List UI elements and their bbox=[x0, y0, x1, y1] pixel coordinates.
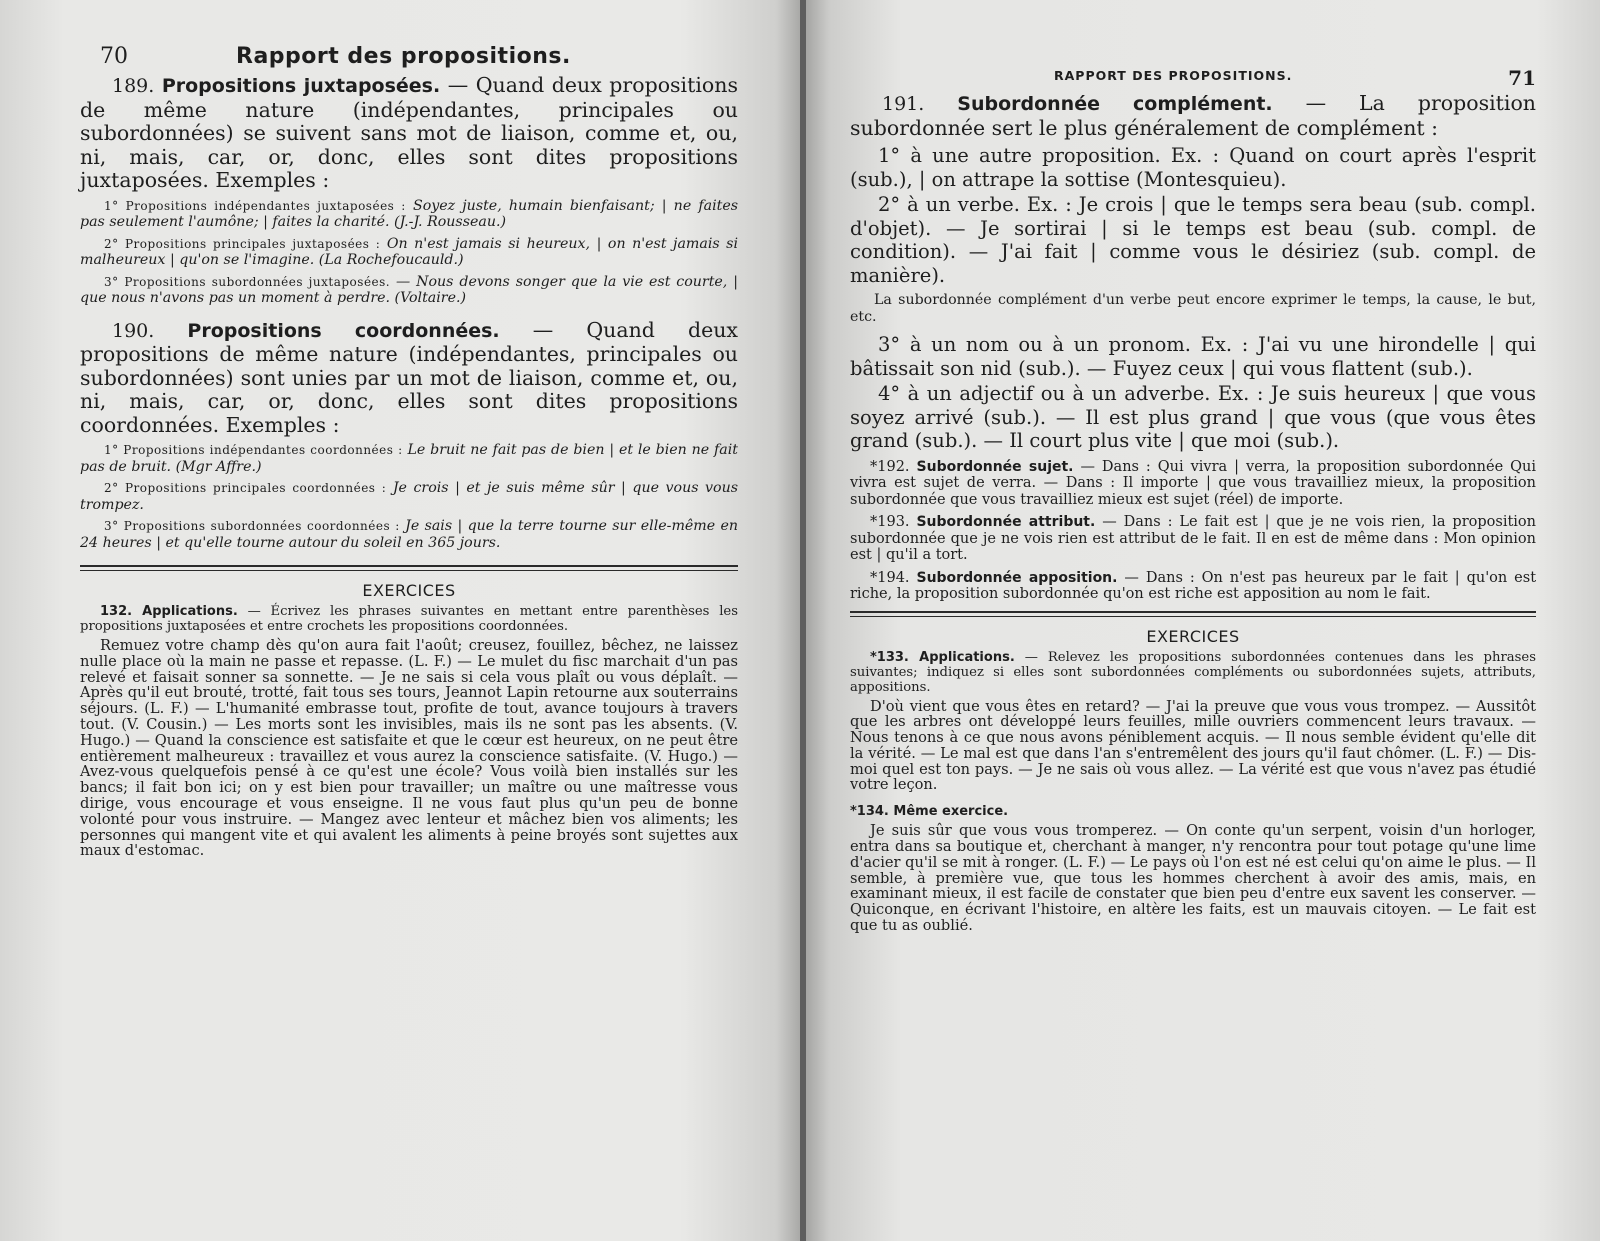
section-193 bbox=[850, 514, 1536, 564]
example-text: Je crois | et je suis même sûr | que vous vous trompez. bbox=[80, 480, 738, 513]
section-body: — Quand deux propositions de même nature (indépendantes, principales ou subordonnées) sont unies par un mot de liaison, comme et, ou, ni, mais, car, or, donc, elles sont dites propositions coordonnées. Exemples : bbox=[80, 317, 738, 437]
section-number: *192. bbox=[870, 458, 910, 475]
section-title: Propositions juxtaposées. bbox=[161, 75, 441, 97]
section-191-item-3: 3° à un nom ou à un pronom. Ex. : J'ai vu une hirondelle | qui bâtissait son nid (sub.). — Fuyez ceux | qui vous flattent (sub.). bbox=[850, 333, 1536, 380]
section-number: *193. bbox=[870, 514, 910, 530]
section-text: — Dans : Qui vivra | verra, la proposition subordonnée Qui vivra est sujet de verra. — Dans : Il importe | que vous travailliez mieux, la proposition subordonnée que vous travailliez mieux est sujet (réel) de importe. bbox=[850, 458, 1537, 508]
section-title: Propositions coordonnées. bbox=[187, 319, 500, 342]
section-190 bbox=[80, 319, 738, 438]
example-label: 1° Propositions indépendantes juxtaposées : bbox=[104, 198, 406, 213]
section-number: *194. bbox=[870, 569, 910, 586]
section-191 bbox=[850, 92, 1536, 140]
exercise-label: *133. Applications. bbox=[870, 649, 1015, 665]
exercise-label: *134. Même exercice. bbox=[850, 804, 1009, 820]
running-title: RAPPORT DES PROPOSITIONS. bbox=[1054, 68, 1293, 83]
section-189 bbox=[80, 74, 738, 193]
exercise-134-text: Je suis sûr que vous vous tromperez. — On conte qu'un serpent, voisin d'un horloger, entra dans sa boutique et, cherchant à manger, n'y rencontra pour tout potage qu'une lime d'acier qu'il se mit à ronger. (L. F.) — Le pays où l'on est né est celui qu'on aime le plus. — Il semble, à première vue, que tous les hommes cherchent à avoir des amis, mais, en examinant mieux, il est facile de constater que bien peu d'entre eux savent les conserver. — Quiconque, en écrivant l'histoire, en altère les faits, est un mauvais citoyen. — Le fait est que tu as oublié. bbox=[850, 822, 1536, 935]
section-number: 189. bbox=[112, 75, 155, 97]
example-190-3 bbox=[80, 518, 738, 551]
example-label: 3° Propositions subordonnées coordonnées : bbox=[104, 519, 400, 533]
left-header bbox=[80, 34, 738, 74]
section-text: — Dans : On n'est pas heureux par le fait | qu'on est riche, la proposition subordonnée qu'on est riche est apposition au nom le fait. bbox=[850, 569, 1537, 602]
example-text: Le bruit ne fait pas de bien | et le bien ne fait pas de bruit. (Mgr Affre.) bbox=[80, 442, 738, 475]
page-number: 70 bbox=[100, 44, 128, 69]
section-title: Subordonnée attribut. bbox=[916, 514, 1096, 530]
exercise-label: 132. Applications. bbox=[100, 604, 238, 619]
running-title: Rapport des propositions. bbox=[236, 44, 571, 69]
section-191-item-4: 4° à un adjectif ou à un adverbe. Ex. : Je suis heureux | que vous soyez arrivé (sub.). — Il est plus grand | que vous (que vous êtes grand (sub.). — Il court plus vite | que moi (sub.). bbox=[850, 382, 1536, 452]
section-body: — La proposition subordonnée sert le plus généralement de complément : bbox=[850, 91, 1536, 140]
example-189-2 bbox=[80, 236, 738, 269]
example-190-1 bbox=[80, 442, 738, 475]
divider-rule bbox=[80, 565, 738, 571]
example-189-1 bbox=[80, 198, 738, 231]
exercise-133-text: D'où vient que vous êtes en retard? — J'ai la preuve que vous vous trompez. — Aussitôt que les arbres ont développé leurs feuilles, mille ouvriers commencent leurs travaux. — Nous tenons à ce que nous avons péniblement acquis. — Il nous semble évident qu'elle dit la vérité. — Le mal est que dans l'an s'entremêlent des jours qu'il faut chômer. (L. F.) — Dis-moi quel est ton pays. — Je ne sais où vous allez. — La vérité est que vous n'avez pas étudié votre leçon. bbox=[850, 697, 1536, 794]
section-number: 191. bbox=[882, 93, 925, 115]
section-title: Subordonnée apposition. bbox=[916, 569, 1118, 586]
section-body: — Quand deux propositions de même nature (indépendantes, principales ou subordonnées) se suivent sans mot de liaison, comme et, ou, ni, mais, car, or, donc, elles sont dites propositions juxtaposées. Exemples : bbox=[80, 73, 738, 192]
section-text: — Dans : Le fait est | que je ne vois rien, la proposition subordonnée que je ne vois rien est attribut de le fait. Il en est de même dans : Mon opinion est | qu'il a tort. bbox=[850, 514, 1536, 563]
exercise-instruction: — Relevez les propositions subordonnées contenues dans les phrases suivantes; indiquez si elles sont subordonnées compléments ou subordonnées sujets, attributs, appositions. bbox=[850, 649, 1536, 695]
example-text: Soyez juste, humain bienfaisant; | ne faites pas seulement l'aumône; | faites la charité. (J.-J. Rousseau.) bbox=[80, 197, 738, 230]
exercise-132-instruction bbox=[80, 604, 738, 634]
example-label: 1° Propositions indépendantes coordonnées : bbox=[104, 443, 403, 457]
example-label: 2° Propositions principales coordonnées : bbox=[104, 481, 387, 495]
section-number: 190. bbox=[112, 319, 155, 342]
right-header bbox=[850, 52, 1536, 92]
example-text: Je sais | que la terre tourne sur elle-même en 24 heures | et qu'elle tourne autour du soleil en 365 jours. bbox=[80, 518, 739, 551]
right-page bbox=[806, 0, 1600, 1241]
page-number: 71 bbox=[1508, 66, 1536, 90]
section-title: Subordonnée sujet. bbox=[916, 458, 1074, 475]
section-191-item-2: 2° à un verbe. Ex. : Je crois | que le temps sera beau (sub. compl. d'objet). — Je sortirai | si le temps est beau (sub. compl. de condition). — J'ai fait | comme vous le désiriez (sub. compl. de manière). bbox=[850, 193, 1536, 287]
example-text: — Nous devons songer que la vie est courte, | que nous n'avons pas un moment à perdre. (Voltaire.) bbox=[80, 273, 738, 306]
divider-rule bbox=[850, 611, 1536, 617]
exercise-134-label bbox=[850, 803, 1536, 819]
example-label: 3° Propositions subordonnées juxtaposées. bbox=[104, 274, 391, 289]
exercices-title: EXERCICES bbox=[1146, 626, 1240, 646]
exercise-133-instruction bbox=[850, 650, 1536, 695]
example-190-2 bbox=[80, 480, 738, 513]
section-title: Subordonnée complément. bbox=[957, 93, 1273, 115]
example-label: 2° Propositions principales juxtaposées : bbox=[104, 236, 381, 251]
section-194 bbox=[850, 570, 1536, 603]
section-192 bbox=[850, 459, 1536, 509]
exercise-132-text: Remuez votre champ dès qu'on aura fait l'août; creusez, fouillez, bêchez, ne laissez nulle place où la main ne passe et repasse. (L. F.) — Le mulet du fisc marchait d'un pas relevé et faisait sonner sa sonnette. — Je ne sais si cela vous plaît ou vous déplaît. — Après qu'il eut brouté, trotté, fait tous ses tours, Jeannot Lapin retourne aux souterrains séjours. (L. F.) — L'humanité embrasse tout, profite de tout, avance toujours à travers tout. (V. Cousin.) — Les morts sont les invisibles, mais ils ne sont pas les absents. (V. Hugo.) — Quand la conscience est satisfaite et que le cœur est heureux, on ne peut être entièrement malheureux : travaillez et vous aurez la conscience satisfaite. (V. Hugo.) — Avez-vous quelquefois pensé à ce qu'est une école? Vous voilà bien installés sur les bancs; il fait bon ici; on y est bien pour travailler; un maître ou une maîtresse vous dirige, vous encourage et vous enseigne. Il ne vous faut plus qu'un peu de bonne volonté pour vous instruire. — Mangez avec lenteur et mâchez bien vos aliments; les personnes qui mangent vite et qui avalent les aliments à peine broyés sont sujettes aux maux d'estomac. bbox=[80, 637, 738, 860]
example-text: On n'est jamais si heureux, | on n'est jamais si malheureux | qu'on se l'imagine. (La Rochefoucauld.) bbox=[80, 235, 738, 268]
section-191-item-1: 1° à une autre proposition. Ex. : Quand on court après l'esprit (sub.), | on attrape la sottise (Montesquieu). bbox=[850, 144, 1536, 191]
example-189-3 bbox=[80, 274, 738, 307]
exercices-title: EXERCICES bbox=[362, 581, 456, 600]
section-191-note: La subordonnée complément d'un verbe peut encore exprimer le temps, la cause, le but, etc. bbox=[850, 292, 1536, 325]
exercise-instruction: — Écrivez les phrases suivantes en mettant entre parenthèses les propositions juxtaposées et entre crochets les propositions coordonnées. bbox=[80, 604, 738, 634]
